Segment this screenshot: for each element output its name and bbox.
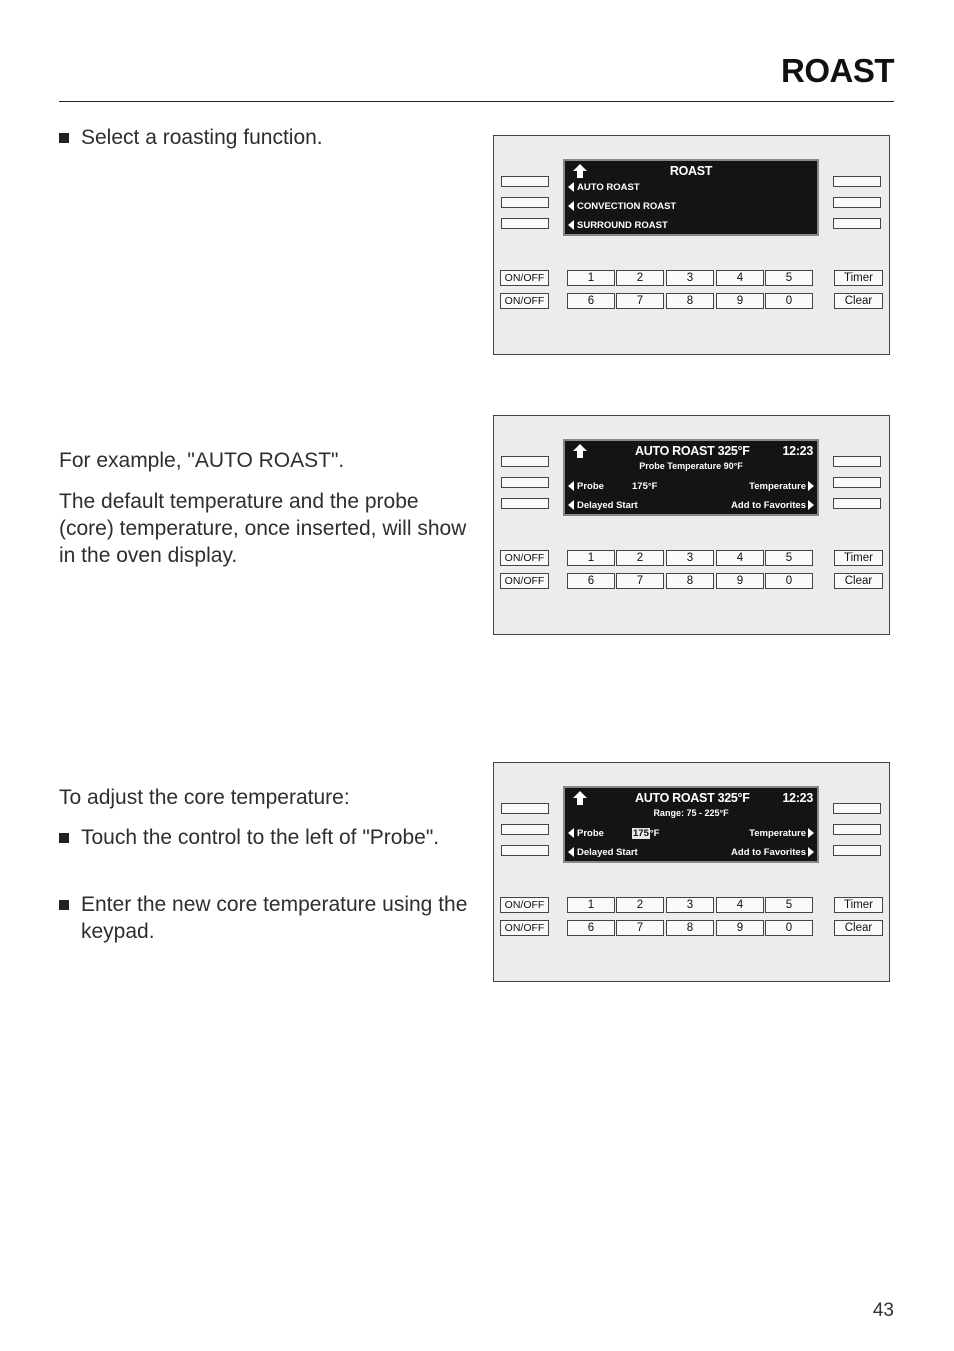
triangle-left-icon [568, 182, 574, 192]
step-select-function: Select a roasting function. [59, 124, 481, 151]
timer-button[interactable]: Timer [834, 270, 883, 286]
display-time: 12:23 [782, 791, 813, 805]
up-arrow-icon [573, 791, 587, 805]
oven-display [563, 786, 819, 863]
side-button-left-1[interactable] [501, 456, 549, 467]
key-4[interactable]: 4 [716, 550, 764, 566]
side-button-right-1[interactable] [833, 456, 881, 467]
key-5[interactable]: 5 [765, 550, 813, 566]
key-6[interactable]: 6 [567, 293, 615, 309]
key-1[interactable]: 1 [567, 897, 615, 913]
clear-button[interactable]: Clear [834, 293, 883, 309]
display-row-probe [568, 480, 814, 493]
key-4[interactable]: 4 [716, 270, 764, 286]
key-1[interactable]: 1 [567, 270, 615, 286]
side-button-right-2[interactable] [833, 477, 881, 488]
control-panel-adjust-probe [493, 762, 890, 982]
key-7[interactable]: 7 [616, 293, 664, 309]
example-text: For example, "AUTO ROAST". [59, 449, 345, 472]
clear-button[interactable]: Clear [834, 920, 883, 936]
triangle-left-icon [568, 500, 574, 510]
key-9[interactable]: 9 [716, 573, 764, 589]
key-2[interactable]: 2 [616, 897, 664, 913]
key-3[interactable]: 3 [666, 270, 714, 286]
key-6[interactable]: 6 [567, 573, 615, 589]
oven-display [563, 439, 819, 516]
probe-value-input[interactable]: 175 [633, 828, 649, 839]
oven-display [563, 159, 819, 236]
display-title: AUTO ROAST 325°F [635, 791, 750, 805]
key-0[interactable]: 0 [765, 573, 813, 589]
display-subtitle: Probe Temperature 90°F [639, 461, 743, 471]
step-enter-temp: Enter the new core temperature using the keypad. [59, 891, 491, 945]
triangle-left-icon [568, 828, 574, 838]
display-title: ROAST [669, 164, 713, 178]
triangle-left-icon [568, 847, 574, 857]
side-button-left-3[interactable] [501, 498, 549, 509]
side-button-left-3[interactable] [501, 218, 549, 229]
page-number: 43 [872, 1300, 894, 1321]
side-button-left-2[interactable] [501, 197, 549, 208]
display-row-delayed [568, 499, 814, 512]
control-panel-roast-menu [493, 135, 890, 355]
triangle-right-icon [808, 500, 814, 510]
onoff-button-2[interactable]: ON/OFF [500, 920, 549, 936]
control-panel-auto-roast [493, 415, 890, 635]
up-arrow-icon [573, 444, 587, 458]
probe-label: Probe [577, 481, 604, 492]
side-button-right-3[interactable] [833, 498, 881, 509]
menu-item-surround-roast: SURROUND ROAST [568, 219, 814, 232]
key-5[interactable]: 5 [765, 897, 813, 913]
onoff-button-1[interactable]: ON/OFF [500, 897, 549, 913]
temperature-label: Temperature [749, 481, 806, 492]
key-4[interactable]: 4 [716, 897, 764, 913]
key-9[interactable]: 9 [716, 920, 764, 936]
key-2[interactable]: 2 [616, 270, 664, 286]
triangle-left-icon [568, 481, 574, 491]
triangle-right-icon [808, 847, 814, 857]
title-divider [59, 101, 894, 102]
triangle-left-icon [568, 220, 574, 230]
timer-button[interactable]: Timer [834, 550, 883, 566]
side-button-right-2[interactable] [833, 824, 881, 835]
display-row-probe [568, 827, 814, 840]
favorites-label: Add to Favorites [731, 500, 806, 511]
key-0[interactable]: 0 [765, 293, 813, 309]
timer-button[interactable]: Timer [834, 897, 883, 913]
key-8[interactable]: 8 [666, 573, 714, 589]
clear-button[interactable]: Clear [834, 573, 883, 589]
side-button-left-1[interactable] [501, 803, 549, 814]
key-2[interactable]: 2 [616, 550, 664, 566]
key-5[interactable]: 5 [765, 270, 813, 286]
step-touch-control: Touch the control to the left of "Probe". [59, 824, 471, 851]
side-button-right-3[interactable] [833, 845, 881, 856]
key-9[interactable]: 9 [716, 293, 764, 309]
adjust-intro-text: To adjust the core temperature: [59, 786, 350, 809]
onoff-button-1[interactable]: ON/OFF [500, 270, 549, 286]
delayed-start-label: Delayed Start [577, 500, 638, 511]
favorites-label: Add to Favorites [731, 847, 806, 858]
display-title: AUTO ROAST 325°F [635, 444, 750, 458]
key-7[interactable]: 7 [616, 573, 664, 589]
key-7[interactable]: 7 [616, 920, 664, 936]
onoff-button-1[interactable]: ON/OFF [500, 550, 549, 566]
key-6[interactable]: 6 [567, 920, 615, 936]
onoff-button-2[interactable]: ON/OFF [500, 293, 549, 309]
display-subtitle: Range: 75 - 225°F [653, 808, 729, 818]
side-button-right-2[interactable] [833, 197, 881, 208]
key-1[interactable]: 1 [567, 550, 615, 566]
menu-item-convection-roast: CONVECTION ROAST [568, 200, 814, 213]
default-temp-text: The default temperature and the probe (core) temperature, once inserted, will show in the oven display. [59, 490, 467, 567]
key-0[interactable]: 0 [765, 920, 813, 936]
probe-label: Probe [577, 828, 604, 839]
side-button-left-1[interactable] [501, 176, 549, 187]
key-3[interactable]: 3 [666, 550, 714, 566]
side-button-left-2[interactable] [501, 477, 549, 488]
onoff-button-2[interactable]: ON/OFF [500, 573, 549, 589]
temperature-label: Temperature [749, 828, 806, 839]
key-3[interactable]: 3 [666, 897, 714, 913]
key-8[interactable]: 8 [666, 920, 714, 936]
side-button-right-3[interactable] [833, 218, 881, 229]
key-8[interactable]: 8 [666, 293, 714, 309]
side-button-left-2[interactable] [501, 824, 549, 835]
triangle-right-icon [808, 481, 814, 491]
triangle-left-icon [568, 201, 574, 211]
side-button-right-1[interactable] [833, 176, 881, 187]
display-row-delayed [568, 846, 814, 859]
side-button-left-3[interactable] [501, 845, 549, 856]
menu-item-auto-roast: AUTO ROAST [568, 181, 814, 194]
side-button-right-1[interactable] [833, 803, 881, 814]
display-time: 12:23 [782, 444, 813, 458]
page-title: ROAST [781, 52, 894, 89]
delayed-start-label: Delayed Start [577, 847, 638, 858]
probe-value: 175°F [632, 481, 658, 492]
probe-value-unit: °F [649, 828, 660, 839]
triangle-right-icon [808, 828, 814, 838]
